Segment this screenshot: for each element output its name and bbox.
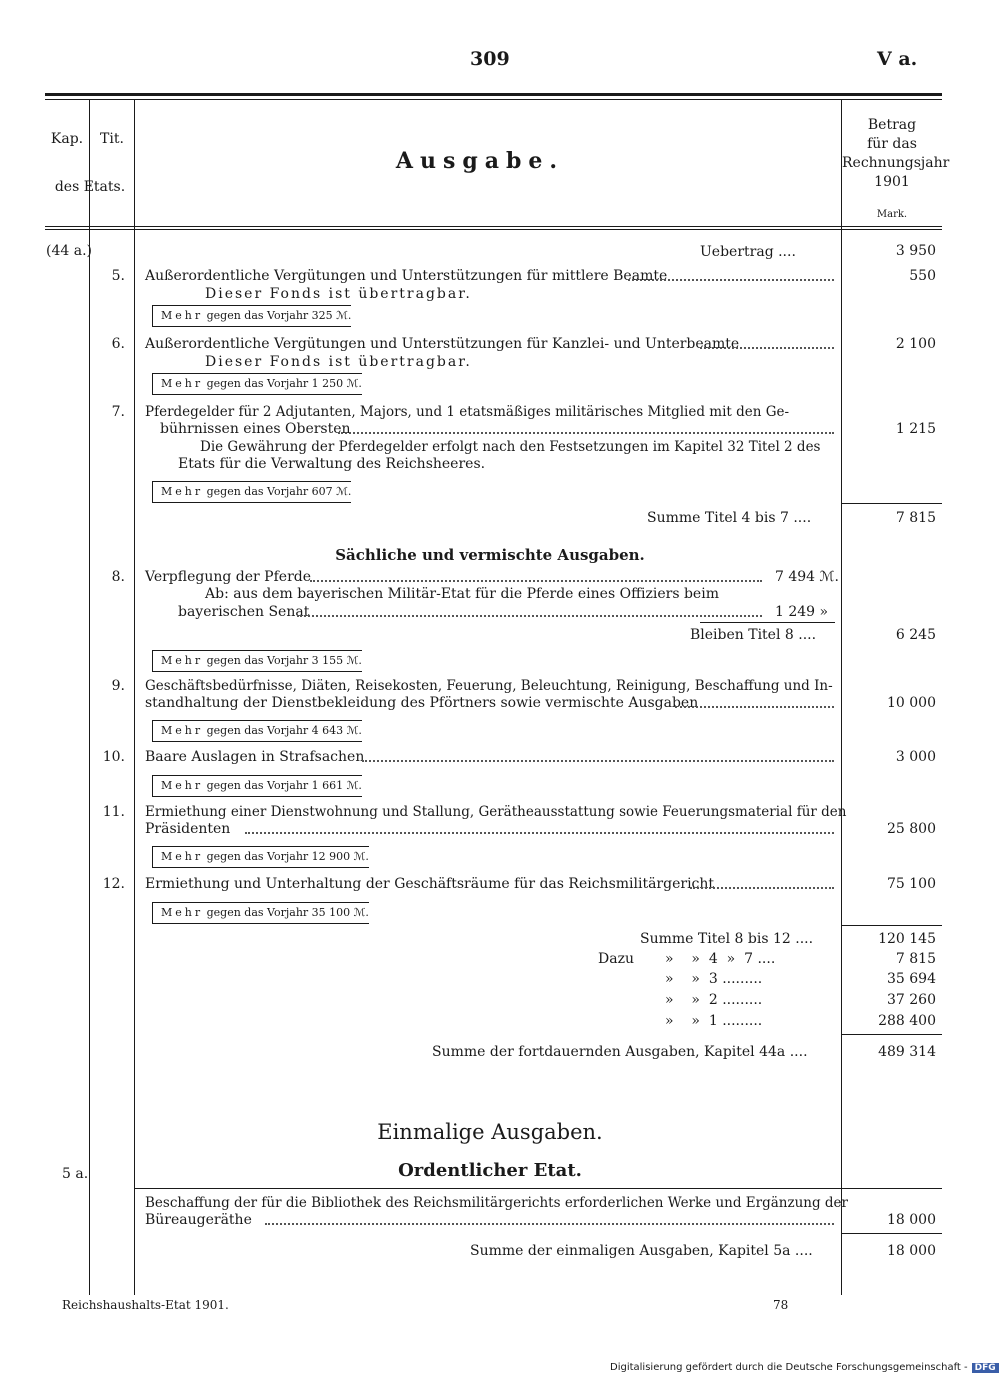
- titel-6-no: 6.: [111, 336, 125, 352]
- leader-t11: [245, 831, 834, 834]
- header-betrag-2: für das: [867, 136, 917, 152]
- page-number: 309: [470, 48, 510, 70]
- summe-8-12-value: 120 145: [878, 931, 936, 947]
- col-rule-tit: [134, 100, 135, 1295]
- titel-5-value: 550: [909, 268, 936, 284]
- uebertrag-value: 3 950: [895, 243, 936, 259]
- header-kap: Kap.: [50, 131, 84, 147]
- titel-10-value: 3 000: [895, 749, 936, 765]
- mehr-text: gegen das Vorjahr 12 900 ℳ.: [206, 850, 369, 863]
- dazu-1-label: » » 1 .........: [665, 1013, 763, 1029]
- dazu-3-label: » » 3 .........: [665, 971, 763, 987]
- dazu-2-value: 37 260: [887, 992, 936, 1008]
- leader-t5: [628, 278, 834, 281]
- saechliche-heading: Sächliche und vermischte Ausgaben.: [335, 546, 645, 564]
- sum-rule-fortdauernd: [842, 1034, 942, 1035]
- mehr-text: gegen das Vorjahr 607 ℳ.: [206, 485, 352, 498]
- titel-10-mehr: [152, 775, 362, 797]
- titel-5-mehr: [152, 305, 351, 327]
- top-rule-thick: [45, 93, 942, 96]
- header-des-etats: des Etats.: [54, 179, 126, 195]
- titel-6-text: Außerordentliche Vergütungen und Unterstützungen für Kanzlei- und Unterbeamte: [145, 336, 740, 352]
- footer-left: Reichshaushalts-Etat 1901.: [62, 1298, 229, 1312]
- header-bottom-rule: [45, 226, 942, 227]
- summe-4-7-value: 7 815: [895, 510, 936, 526]
- section-label: V a.: [877, 48, 918, 70]
- titel-8-line1: Verpflegung der Pferde: [145, 569, 312, 585]
- header-betrag-3: Rechnungsjahr: [842, 155, 950, 171]
- titel-11-line1: Ermiethung einer Dienstwohnung und Stallung, Gerätheausstattung sowie Feuerungsmaterial für den: [145, 804, 847, 820]
- leader-t7: [338, 431, 834, 434]
- titel-9-value: 10 000: [887, 695, 936, 711]
- titel-9-line1: Geschäftsbedürfnisse, Diäten, Reisekosten, Feuerung, Beleuchtung, Reinigung, Beschaffung und In-: [145, 678, 833, 694]
- titel-9-mehr: [152, 720, 362, 742]
- mehr-label: Mehr: [161, 724, 204, 737]
- titel-11-mehr: [152, 846, 369, 868]
- leader-t9: [675, 705, 834, 708]
- mehr-label: Mehr: [161, 309, 204, 322]
- dazu-4-7-label: » » 4 » 7 ....: [665, 951, 776, 967]
- einmalige-line1: Beschaffung der für die Bibliothek des Reichsmilitärgerichts erforderlichen Werke und Ergänzung der: [145, 1195, 849, 1211]
- mehr-label: Mehr: [161, 850, 204, 863]
- leader-einmalige: [265, 1222, 834, 1225]
- titel-10-text: Baare Auslagen in Strafsachen: [145, 749, 365, 765]
- mehr-text: gegen das Vorjahr 3 155 ℳ.: [206, 654, 362, 667]
- einmalige-line2: Büreaugeräthe: [145, 1212, 252, 1228]
- summe-fortdauernd-label: Summe der fortdauernden Ausgaben, Kapitel 44a ....: [432, 1044, 808, 1060]
- titel-7-line4: Etats für die Verwaltung des Reichsheeres.: [178, 456, 486, 472]
- titel-5-no: 5.: [111, 268, 125, 284]
- sum-rule-4-7: [842, 503, 942, 504]
- ordentlicher-etat-heading: Ordentlicher Etat.: [398, 1160, 582, 1181]
- summe-einmalige-label: Summe der einmaligen Ausgaben, Kapitel 5a ....: [470, 1243, 813, 1259]
- titel-12-value: 75 100: [887, 876, 936, 892]
- dazu-1-value: 288 400: [878, 1013, 936, 1029]
- mehr-text: gegen das Vorjahr 1 250 ℳ.: [206, 377, 362, 390]
- einmalige-value: 18 000: [887, 1212, 936, 1228]
- sub-rule-t8: [700, 622, 835, 623]
- kapitel-44a: (44 a.): [46, 243, 92, 259]
- leader-t10: [362, 759, 834, 762]
- leader-t8a: [310, 579, 762, 582]
- mehr-label: Mehr: [161, 779, 204, 792]
- titel-7-no: 7.: [111, 404, 125, 420]
- titel-8-no: 8.: [111, 569, 125, 585]
- dfg-logo-icon: DFG: [972, 1363, 999, 1373]
- header-betrag-1: Betrag: [867, 117, 917, 133]
- mehr-text: gegen das Vorjahr 1 661 ℳ.: [206, 779, 362, 792]
- header-bottom-rule2: [45, 229, 942, 230]
- header-betrag-4: 1901: [874, 174, 910, 190]
- titel-8-line2: Ab: aus dem bayerischen Militär-Etat für die Pferde eines Offiziers beim: [205, 586, 719, 602]
- sum-rule-einmalige: [842, 1233, 942, 1234]
- dazu-label: Dazu: [598, 951, 634, 967]
- titel-8-amount2: 1 249 »: [775, 604, 829, 620]
- titel-10-no: 10.: [102, 749, 125, 765]
- titel-7-line1: Pferdegelder für 2 Adjutanten, Majors, und 1 etatsmäßiges militärisches Mitglied mit den Ge-: [145, 404, 790, 420]
- titel-9-no: 9.: [111, 678, 125, 694]
- titel-8-amount1: 7 494 ℳ.: [775, 569, 839, 585]
- mehr-label: Mehr: [161, 485, 204, 498]
- top-rule-thin: [45, 99, 942, 100]
- titel-8-mehr: [152, 650, 362, 672]
- titel-6-mehr: [152, 373, 362, 395]
- titel-9-line2: standhaltung der Dienstbekleidung des Pförtners sowie vermischte Ausgaben: [145, 695, 699, 711]
- titel-7-line3: Die Gewährung der Pferdegelder erfolgt nach den Festsetzungen im Kapitel 32 Titel 2 des: [200, 439, 821, 455]
- dazu-4-7-value: 7 815: [895, 951, 936, 967]
- titel-5-text: Außerordentliche Vergütungen und Unterstützungen für mittlere Beamte: [145, 268, 668, 284]
- titel-12-mehr: [152, 902, 369, 924]
- titel-8-line3: bayerischen Senat: [178, 604, 310, 620]
- einmalige-kapitel: 5 a.: [62, 1166, 89, 1182]
- titel-6-value: 2 100: [895, 336, 936, 352]
- mehr-label: Mehr: [161, 654, 204, 667]
- mehr-text: gegen das Vorjahr 325 ℳ.: [206, 309, 352, 322]
- leader-t8b: [297, 614, 762, 617]
- dfg-credit-text: Digitalisierung gefördert durch die Deutsche Forschungsgemeinschaft -: [610, 1362, 968, 1373]
- titel-11-no: 11.: [102, 804, 125, 820]
- dazu-3-value: 35 694: [887, 971, 936, 987]
- titel-8-bleiben: Bleiben Titel 8 ....: [690, 627, 817, 643]
- header-mark: Mark.: [876, 209, 908, 220]
- dazu-2-label: » » 2 .........: [665, 992, 763, 1008]
- header-tit: Tit.: [100, 131, 124, 147]
- sum-rule-8-12: [842, 925, 942, 926]
- titel-11-line2: Präsidenten: [145, 821, 231, 837]
- titel-12-text: Ermiethung und Unterhaltung der Geschäftsräume für das Reichsmilitärgericht: [145, 876, 715, 892]
- mehr-text: gegen das Vorjahr 4 643 ℳ.: [206, 724, 362, 737]
- einmalige-rule: [135, 1188, 942, 1189]
- titel-8-value: 6 245: [895, 627, 936, 643]
- titel-7-value: 1 215: [895, 421, 936, 437]
- page-title: Ausgabe.: [395, 148, 565, 174]
- leader-t6: [700, 346, 834, 349]
- titel-5-note: Dieser Fonds ist übertragbar.: [205, 286, 472, 302]
- titel-7-line2: bührnissen eines Obersten: [160, 421, 351, 437]
- mehr-label: Mehr: [161, 377, 204, 390]
- leader-t12: [690, 886, 834, 889]
- footer-center: 78: [773, 1298, 789, 1312]
- summe-fortdauernd-value: 489 314: [878, 1044, 936, 1060]
- uebertrag-label: Uebertrag ....: [700, 244, 796, 260]
- mehr-text: gegen das Vorjahr 35 100 ℳ.: [206, 906, 369, 919]
- summe-4-7-label: Summe Titel 4 bis 7 ....: [647, 510, 812, 526]
- summe-8-12-label: Summe Titel 8 bis 12 ....: [640, 931, 814, 947]
- mehr-label: Mehr: [161, 906, 204, 919]
- titel-12-no: 12.: [102, 876, 125, 892]
- dfg-credit: [610, 1362, 999, 1373]
- titel-11-value: 25 800: [887, 821, 936, 837]
- titel-7-mehr: [152, 481, 351, 503]
- header-betrag: [842, 116, 950, 192]
- summe-einmalige-value: 18 000: [887, 1243, 936, 1259]
- einmalige-heading: Einmalige Ausgaben.: [377, 1120, 603, 1144]
- titel-6-note: Dieser Fonds ist übertragbar.: [205, 354, 472, 370]
